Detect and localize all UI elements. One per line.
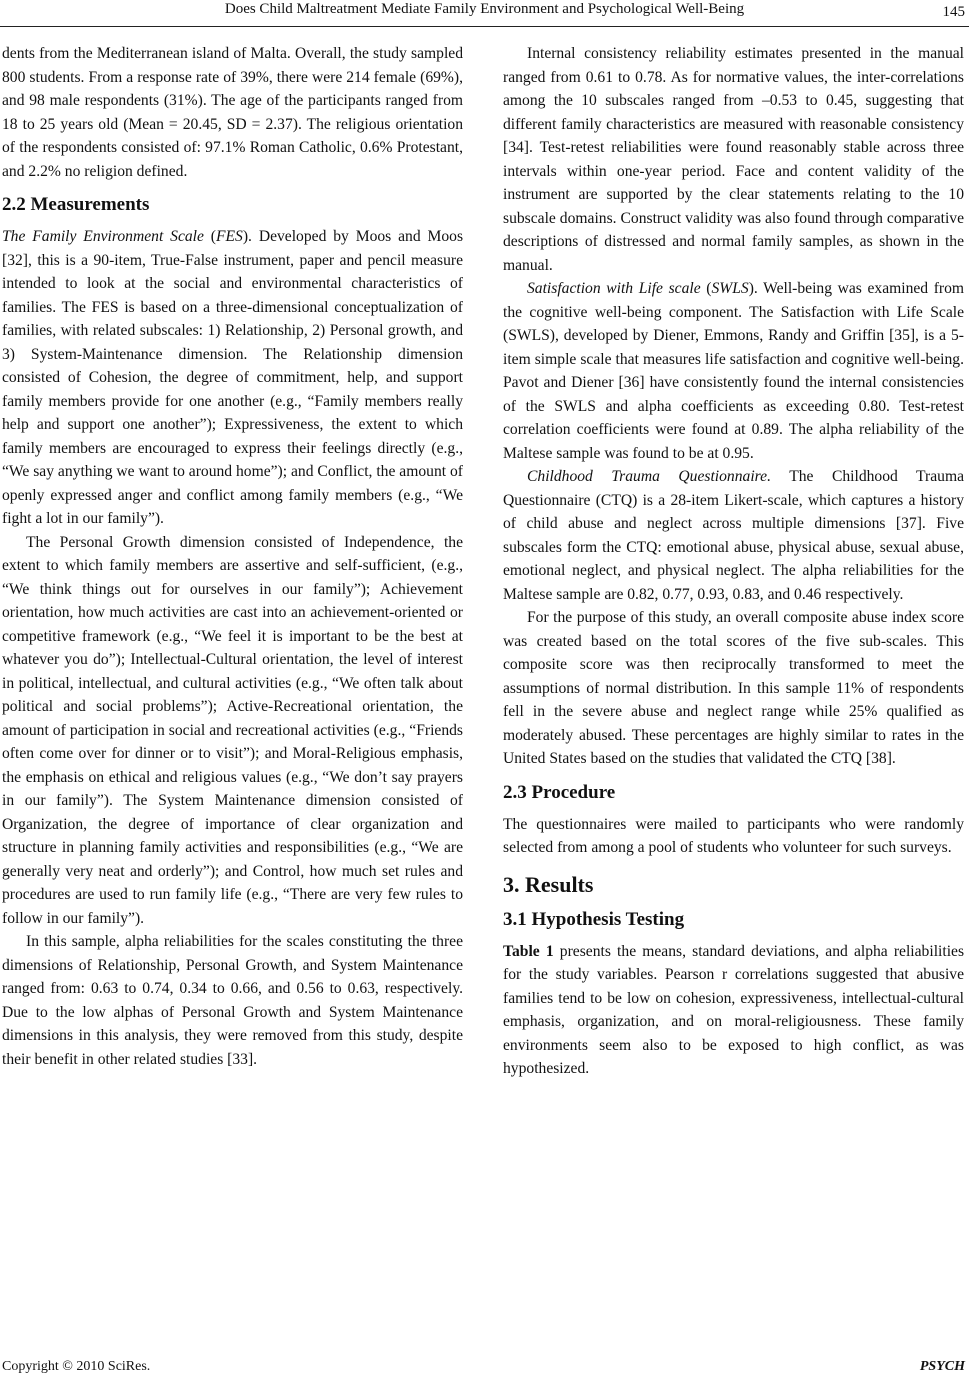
left-column [2,42,463,1071]
fes-abbr: FES [216,228,243,245]
paragraph-procedure: The questionnaires were mailed to participants who were randomly selected from among a pool of students who volunteer for such surveys. [503,815,964,856]
paragraph-fes: The Family Environment Scale (FES). Developed by Moos and Moos [32], this is a 90-item, True-False instrument, paper and pencil measure intended to look at the social and environmental characteristics of families. The FES is based on a three-dimensional conceptualization of families, with related subscales: 1) Relationship, 2) Personal growth, and 3) System-Maintenance dimension. The Relationship dimension consisted of Cohesion, the degree of commitment, help, and support family members provide for one another (e.g., “Family members really help and support one another”); Expressiveness, the extent to which family members are encouraged to express their feelings directly (e.g., “We say anything we want to around home”); and Conflict, the amount of openly expressed anger and conflict among family members (e.g., “We fight a lot in our family”). [2,228,464,527]
paragraph-ctq [503,465,964,606]
table-reference[interactable]: Table 1 [503,942,554,960]
running-title: Does Child Maltreatment Mediate Family Environment and Psychological Well-Being [224,1,745,17]
section-heading-measurements: 2.2 Measurements [2,194,150,215]
ctq-label: Childhood Trauma Questionnaire. [527,468,771,485]
paragraph-results [503,940,964,1081]
paragraph-personal-growth: The Personal Growth dimension consisted of Independence, the extent to which family members are assertive and self-sufficient, (e.g., “We think things out for ourselves in our family”); Achievement orientation, how much activities are cast into an achievement-oriented or competitive framework (e.g., “We feel it is important to be the best at whatever you do”); Intellectual-Cultural orientation, the level of interest in political, intellectual, and cultural activities (e.g., “We often talk about political and social problems”); Active-Recreational orientation, the amount of participation in social and recreational activities (e.g., “Friends often come over for dinner or to visit”); and Moral-Religious emphasis, the emphasis on ethical and religious values (e.g., “We don’t say prayers in our family”). The System Maintenance dimension consisted of Organization, the degree of importance of clear organization and structure in planning family activities and responsibilities (e.g., “We are generally very neat and orderly”); and Control, how much set rules and procedures are used to run family life (e.g., “There are very few rules to follow in our family”). [2,533,463,927]
section-heading-procedure: 2.3 Procedure [503,781,616,803]
copyright-notice: Copyright © 2010 SciRes. [2,1359,151,1374]
paragraph-swls: Satisfaction with Life scale (SWLS). Well-being was examined from the cognitive well-being component. The Satisfaction with Life Scale (SWLS), developed by Diener, Emmons, Randy and Griffin [35], is a 5-item simple scale that measures life satisfaction and cognitive well-being. Pavot and Diener [36] have consistently found the internal consistencies of the SWLS and alpha coefficients as exceeding 0.80. Test-retest correlation coefficients were found at 0.89. The alpha reliability of the Maltese sample was found to be at 0.95. [503,280,965,462]
swls-text: Well-being was examined from the cognitive well-being component. The Satisfaction with Life Scale (SWLS), developed by Diener, Emmons, Randy and Griffin [35], is a 5-item simple scale that measures life satisfaction and cognitive well-being. Pavot and Diener [36] have consistently found the internal consistencies of the SWLS and alpha coefficients as exceeding 0.80. Test-retest correlation coefficients were found at 0.89. The alpha reliability of the Maltese sample was found to be at 0.95. [503,280,965,462]
swls-label: Satisfaction with Life scale [527,280,701,297]
fes-text: Developed by Moos and Moos [32], this is a 90-item, True-False instrument, paper and pencil measure intended to look at the social and environmental characteristics of families. The FES is based on a three-dimensional conceptualization of families, with related subscales: 1) Relationship, 2) Personal growth, and 3) System-Maintenance dimension. The Relationship dimension consisted of Cohesion, the degree of commitment, help, and support family members provide for one another (e.g., “Family members really help and support one another”); Expressiveness, the extent to which family members are encouraged to express their feelings directly (e.g., “We say anything we want to around home”); and Conflict, the amount of openly expressed anger and conflict among family members (e.g., “We fight a lot in our family”). [2,228,464,527]
section-heading-hypothesis-testing: 3.1 Hypothesis Testing [503,908,685,930]
page-footer [2,1359,965,1375]
paragraph-alpha-reliabilities: In this sample, alpha reliabilities for the scales constituting the three dimensions of Relationship, Personal Growth, and System Maintenance ranged from: 0.63 to 0.74, 0.34 to 0.66, and 0.56 to 0.63, respectively. Due to the low alphas of Personal Growth and System Maintenance dimensions in this analysis, they were removed from this study, despite their benefit in other related studies [33]. [2,933,463,1068]
journal-name: PSYCH [919,1359,965,1374]
running-header [0,0,969,30]
paragraph-participants: dents from the Mediterranean island of Malta. Overall, the study sampled 800 students. From a response rate of 39%, there were 214 female (69%), and 98 male respondents (31%). The age of the participants ranged from 18 to 25 years old (Mean = 20.45, SD = 2.37). The religious orientation of the respondents consisted of: 97.1% Roman Catholic, 0.6% Protestant, and 2.2% no religion defined. [2,45,463,180]
swls-abbr: SWLS [711,280,749,297]
paragraph-composite-index: For the purpose of this study, an overall composite abuse index score was created based on the total scores of the five sub-scales. This composite score was then reciprocally transformed to meet the assumptions of normal distribution. In this sample 11% of respondents fell in the severe abuse and neglect range while 25% qualified as moderately abused. These percentages are highly similar to rates in the United States based on the studies that validated the CTQ [38]. [503,609,964,767]
fes-label: The Family Environment Scale [2,228,204,245]
header-rule [0,26,969,27]
section-heading-results: 3. Results [503,871,594,897]
right-column [503,42,964,1081]
ctq-text: The Childhood Trauma Questionnaire (CTQ) is a 28-item Likert-scale, which captures a history of child abuse and neglect across multiple dimensions [37]. Five subscales form the CTQ: emotional abuse, physical abuse, sexual abuse, emotional neglect, and physical neglect. The alpha reliabilities for the Maltese sample are 0.82, 0.77, 0.93, 0.83, and 0.46 respectively. [503,468,964,603]
page-number: 145 [942,4,965,20]
results-text: presents the means, standard deviations, and alpha reliabilities for the study variables. Pearson r correlations suggested that abusive families tend to be low on cohesion, expressiveness, intellectual-cultural emphasis, organization, and on moral-religiousness. These family environments seem also to be exposed to high conflict, as was hypothesized. [503,942,965,1077]
paragraph-internal-consistency: Internal consistency reliability estimates presented in the manual ranged from 0.61 to 0.78. As for normative values, the inter-correlations among the 10 subscales ranged from –0.53 to 0.45, suggesting that different family characteristics are measured with reasonable consistency [34]. Test-retest reliabilities were found reasonably stable across three intervals within one-year period. Face and content validity of the instrument are supported by the clear statements relating to the 10 subscale domains. Construct validity was also found through comparative descriptions of distressed and normal family samples, as shown in the manual. [503,45,964,274]
